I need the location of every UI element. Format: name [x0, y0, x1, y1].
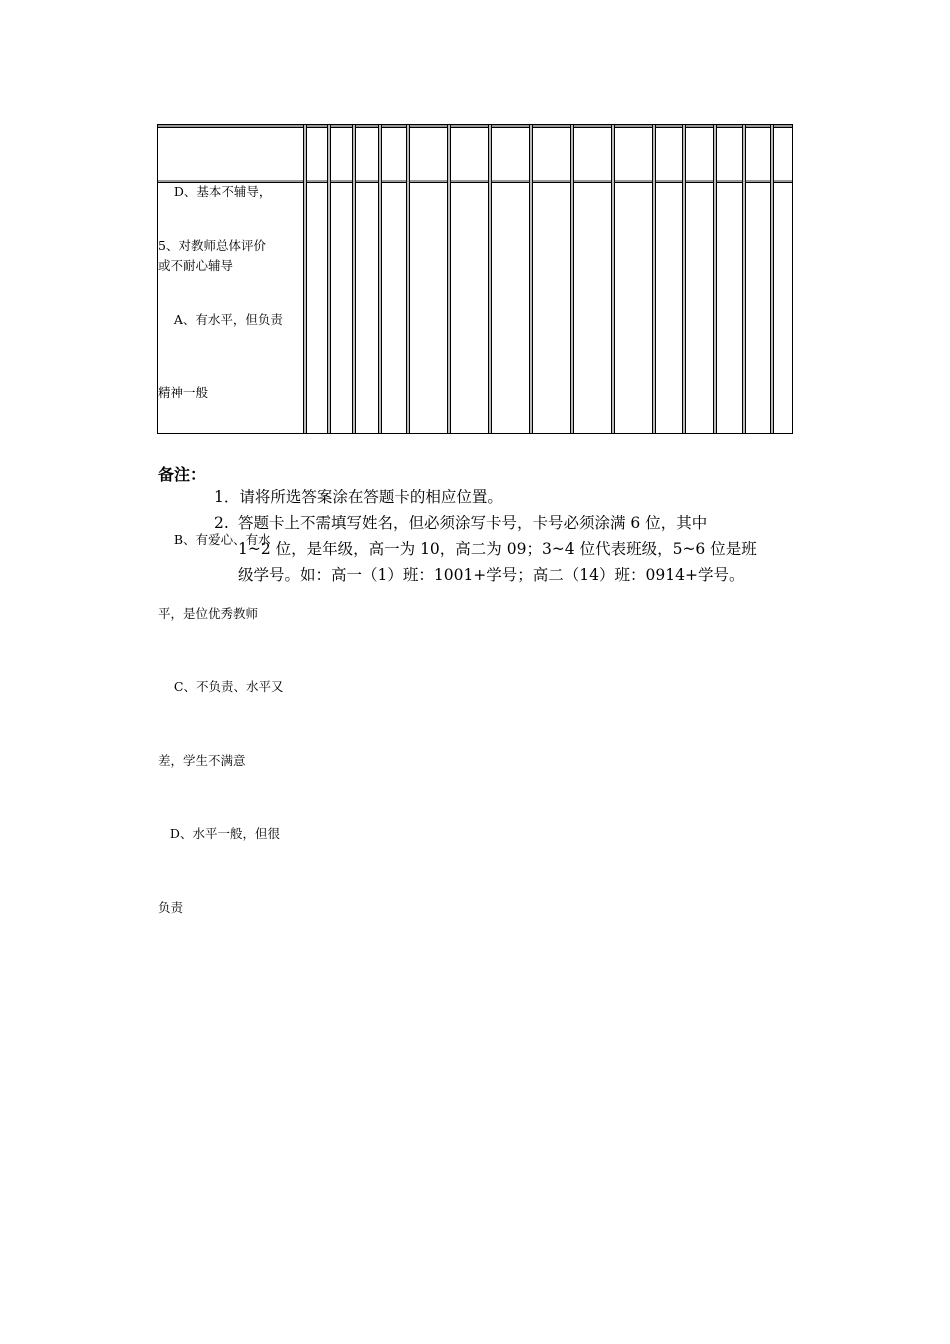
question-line: D、水平一般，但很	[158, 826, 280, 841]
table-top-border	[158, 125, 792, 128]
grid-column-line	[652, 125, 656, 433]
question-line: C、不负责、水平又	[158, 679, 284, 694]
grid-column-line	[529, 125, 533, 433]
grid-column-line	[611, 125, 615, 433]
grid-column-line	[327, 125, 331, 433]
note-line: 答题卡上不需填写姓名，但必须涂写卡号，卡号必须涂满 6 位，其中	[238, 514, 708, 532]
notes-title: 备注：	[158, 465, 207, 484]
grid-column-line	[352, 125, 356, 433]
question-line: A、有水平，但负责	[158, 311, 283, 327]
grid-column-line	[570, 125, 574, 433]
question-line: 5、对教师总体评价	[158, 238, 266, 253]
question-line: 精神一般	[158, 385, 209, 400]
question-line: 负责	[158, 899, 184, 915]
question-line: D、基本不辅导，	[158, 184, 272, 199]
grid-column-line	[303, 125, 307, 433]
note-item-2-number: 2.	[214, 514, 229, 532]
note-line: 1~2 位，是年级，高一为 10，高二为 09；3~4 位代表班级，5~6 位是班	[238, 540, 757, 558]
grid-column-line	[742, 125, 746, 433]
grid-column-line	[488, 125, 492, 433]
grid-column-line	[447, 125, 451, 433]
grid-column-line	[770, 125, 774, 433]
question-line: B、有爱心、有水	[158, 532, 271, 547]
note-item-1: 1．请将所选答案涂在答题卡的相应位置。	[214, 488, 503, 506]
note-item-2-text	[238, 510, 798, 588]
question-line: 差，学生不满意	[158, 752, 246, 768]
grid-column-line	[378, 125, 382, 433]
grid-column-line	[682, 125, 686, 433]
grid-column-line	[713, 125, 717, 433]
question-line: 平，是位优秀教师	[158, 605, 259, 621]
question-line: 或不耐心辅导	[158, 257, 234, 273]
grid-column-line	[406, 125, 410, 433]
note-line: 级学号。如：高一（1）班：1001+学号；高二（14）班：0914+学号。	[238, 566, 745, 584]
